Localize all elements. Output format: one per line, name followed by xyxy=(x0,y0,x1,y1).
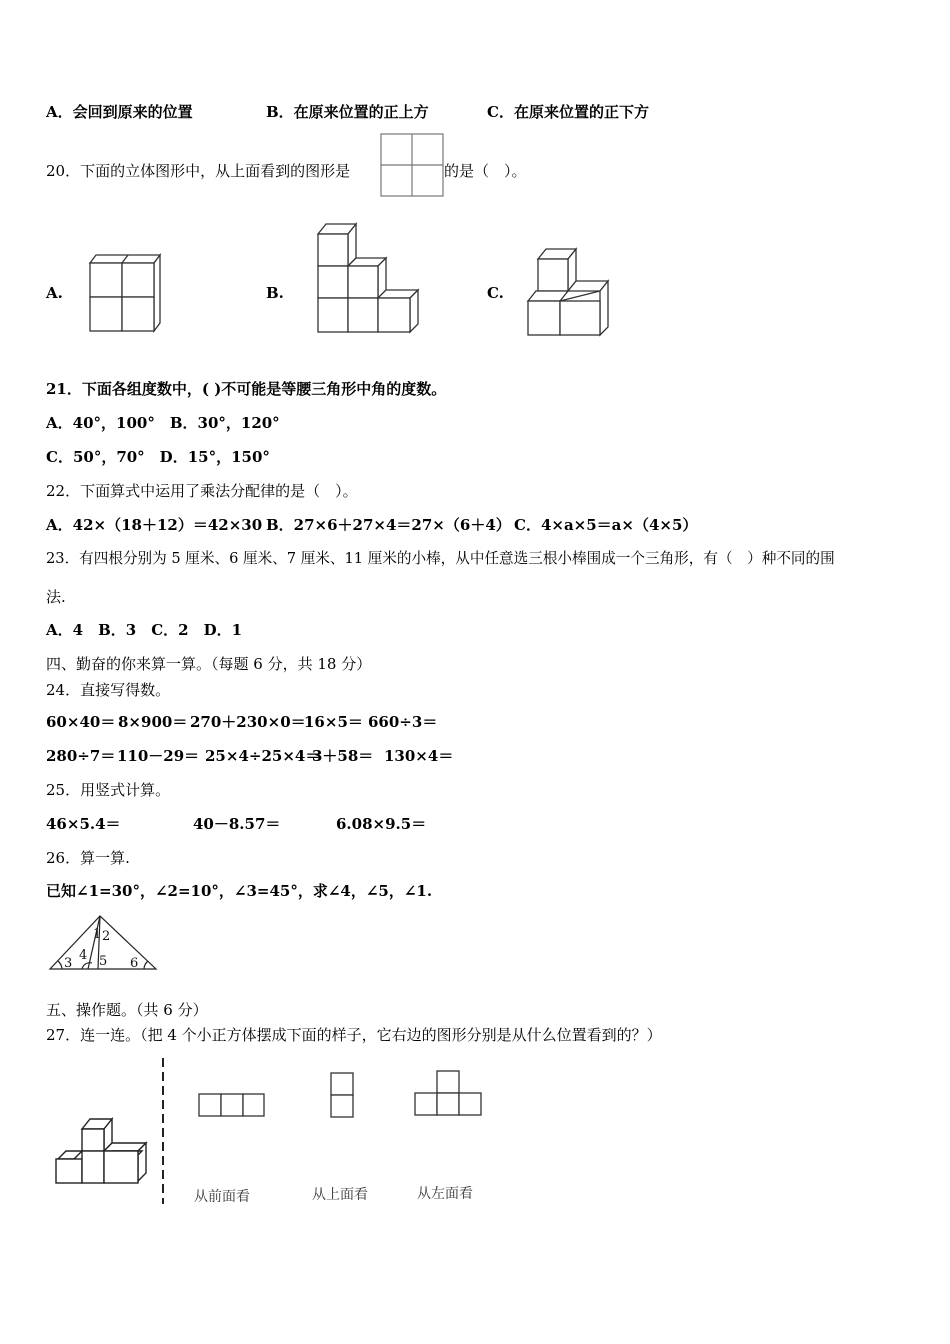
q27-dashed-divider xyxy=(160,1058,166,1204)
q20-shape-b xyxy=(316,222,424,334)
q27-view-figure-2 xyxy=(330,1072,354,1118)
q21-options-row1: A．40°，100° B．30°，120° xyxy=(46,414,280,432)
q27-view-figure-3 xyxy=(414,1070,482,1116)
q19-option-b: B．在原来位置的正上方 xyxy=(266,103,429,121)
angle-label-3: 3 xyxy=(64,956,73,971)
q24-item: 280÷7＝ xyxy=(46,747,116,765)
q26-triangle-figure xyxy=(48,913,160,973)
q22-option-a: A．42×（18＋12）＝42×30 xyxy=(46,516,263,534)
q27-view-caption-top: 从上面看 xyxy=(312,1187,368,1203)
q24-item: 25×4÷25×4＝ xyxy=(205,747,321,765)
q22-stem: 22．下面算式中运用了乘法分配律的是（ ）。 xyxy=(46,482,358,500)
q24-item: 60×40＝ xyxy=(46,713,116,731)
q24-item: 3＋58＝ xyxy=(312,747,374,765)
q21-options-row2: C．50°，70° D．15°，150° xyxy=(46,448,270,466)
q24-item: 16×5＝ xyxy=(304,713,363,731)
q27-cube-arrangement xyxy=(52,1115,150,1189)
q24-item: 660÷3＝ xyxy=(368,713,438,731)
q19-option-c: C．在原来位置的正下方 xyxy=(487,103,649,121)
q27-view-figure-1 xyxy=(198,1093,266,1117)
angle-label-2: 2 xyxy=(102,929,111,944)
q26-stem: 26．算一算. xyxy=(46,849,130,867)
q20-stem-after: 的是（ ）。 xyxy=(444,162,527,180)
q20-label-c: C. xyxy=(487,284,504,302)
q25-item: 46×5.4＝ xyxy=(46,815,121,833)
q19-option-a: A．会回到原来的位置 xyxy=(46,103,193,121)
q27-view-caption-front: 从前面看 xyxy=(194,1189,250,1205)
q27-stem: 27．连一连。（把 4 个小正方体摆成下面的样子，它右边的图形分别是从什么位置看到的？） xyxy=(46,1026,662,1044)
angle-label-5: 5 xyxy=(99,954,108,969)
q24-item: 270＋230×0＝ xyxy=(190,713,306,731)
q22-option-c: C．4×a×5＝a×（4×5） xyxy=(514,516,698,534)
q24-item: 130×4＝ xyxy=(384,747,454,765)
q24-item: 110－29＝ xyxy=(117,747,200,765)
q20-shape-a xyxy=(88,253,164,333)
q24-item: 8×900＝ xyxy=(118,713,188,731)
q23-options: A．4 B．3 C．2 D．1 xyxy=(46,621,243,639)
q27-view-caption-left: 从左面看 xyxy=(417,1186,473,1202)
angle-label-1: 1 xyxy=(93,927,102,942)
q20-stem-before: 20．下面的立体图形中，从上面看到的图形是 xyxy=(46,162,351,180)
section5-title: 五、操作题。（共 6 分） xyxy=(46,1001,208,1019)
q25-item: 40－8.57＝ xyxy=(193,815,281,833)
q24-stem: 24．直接写得数。 xyxy=(46,681,171,699)
angle-label-4: 4 xyxy=(79,948,88,963)
q25-item: 6.08×9.5＝ xyxy=(336,815,427,833)
q21-stem: 21．下面各组度数中，( )不可能是等腰三角形中角的度数。 xyxy=(46,380,447,398)
q25-stem: 25．用竖式计算。 xyxy=(46,781,171,799)
q20-top-view-figure xyxy=(380,133,444,197)
q23-stem-line2: 法. xyxy=(46,588,66,606)
q20-shape-c xyxy=(526,247,614,339)
q20-label-a: A. xyxy=(46,284,63,302)
q23-stem-line1: 23．有四根分别为 5 厘米、6 厘米、7 厘米、11 厘米的小棒，从中任意选三根小棒围成一个三角形，有（ ）种不同的围 xyxy=(46,550,835,567)
q26-given: 已知∠1=30°，∠2=10°，∠3=45°，求∠4，∠5，∠1. xyxy=(46,882,433,900)
q22-option-b: B．27×6＋27×4＝27×（6＋4） xyxy=(266,516,511,534)
angle-label-6: 6 xyxy=(130,956,139,971)
q20-label-b: B. xyxy=(266,284,284,302)
section4-title: 四、勤奋的你来算一算。（每题 6 分，共 18 分） xyxy=(46,655,372,673)
